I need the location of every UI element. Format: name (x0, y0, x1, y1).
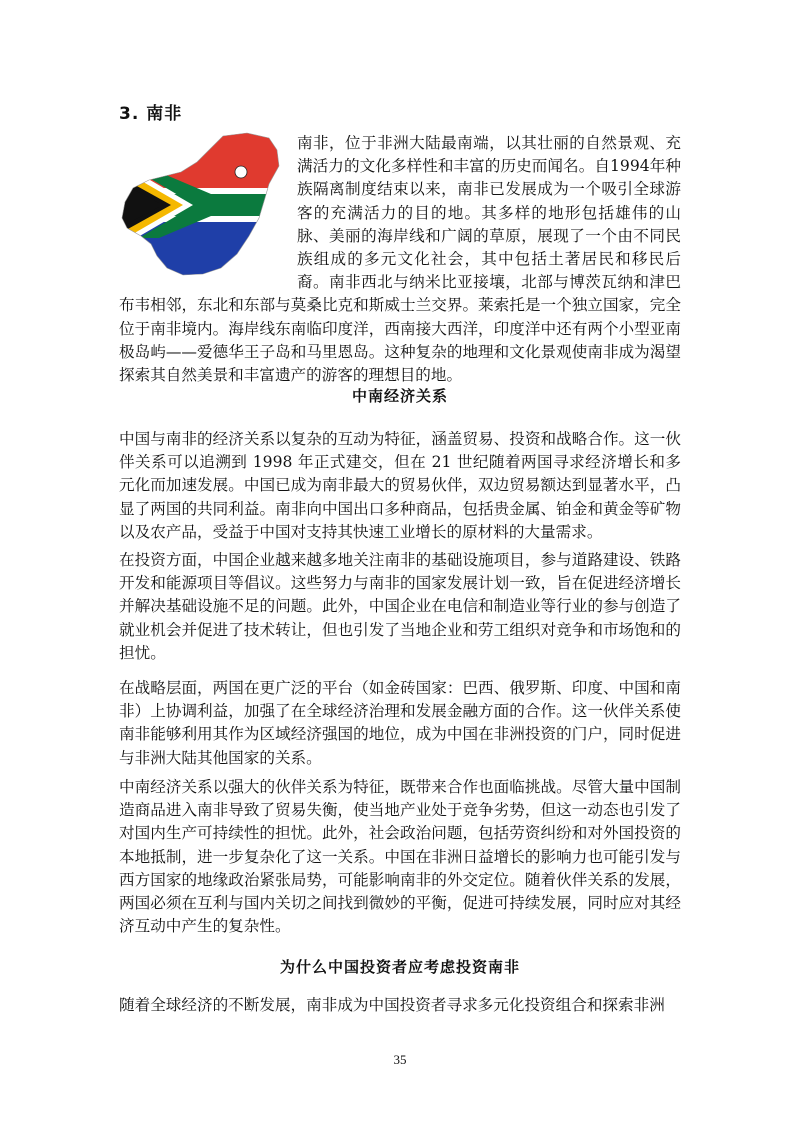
heading-economic-relations: 中南经济关系 (351, 387, 448, 405)
paragraph-why-invest: 随着全球经济的不断发展，南非成为中国投资者寻求多元化投资组合和探索非洲 (119, 996, 665, 1014)
paragraph-strategy: 在战略层面，两国在更广泛的平台（如金砖国家：巴西、俄罗斯、印度、中国和南非）上协调利益，加强了在全球经济治理和发展金融方面的合作。这一伙伴关系使南非能够利用其作为区域经济强国的地位，成为中国在非洲投资的门户，同时促进与非洲大陆其他国家的关系。 (119, 679, 681, 767)
paragraph-trade: 中国与南非的经济关系以复杂的互动为特征，涵盖贸易、投资和战略合作。这一伙伴关系可以追溯到 1998 年正式建交，但在 21 世纪随着两国寻求经济增长和多元化而加速发展。中国已成为南非最大的贸易伙伴，双边贸易额达到显著水平，凸显了两国的共同利益。南非向中国出口多种商品，包括贵金属、铂金和黄金等矿物以及农产品，受益于中国对支持其快速工业增长的原材料的大量需求。 (119, 430, 681, 541)
heading-why-invest: 为什么中国投资者应考虑投资南非 (279, 958, 520, 976)
paragraph-investment: 在投资方面，中国企业越来越多地关注南非的基础设施项目，参与道路建设、铁路开发和能源项目等倡议。这些努力与南非的国家发展计划一致，旨在促进经济增长并解决基础设施不足的问题。此外，中国企业在电信和制造业等行业的参与创造了就业机会并促进了技术转让，但也引发了当地企业和劳工组织对竞争和市场饱和的担忧。 (119, 551, 681, 662)
section-title: 3. 南非 (119, 104, 183, 124)
page-number: 35 (393, 1052, 407, 1067)
intro-paragraph (119, 132, 681, 387)
intro-text: 南非，位于非洲大陆最南端，以其壮丽的自然景观、充满活力的文化多样性和丰富的历史而闻名。自1994年种族隔离制度结束以来，南非已发展成为一个吸引全球游客的充满活力的目的地。其多样的地形包括雄伟的山脉、美丽的海岸线和广阔的草原，展现了一个由不同民族组成的多元文化社会，其中包括土著居民和移民后裔。南非西北与纳米比亚接壤，北部与博茨瓦纳和津巴布韦相邻，东北和东部与莫桑比克和斯威士兰交界。莱索托是一个独立国家，完全位于南非境内。海岸线东南临印度洋，西南接大西洋，印度洋中还有两个小型亚南极岛屿——爱德华王子岛和马里恩岛。这种复杂的地理和文化景观使南非成为渴望探索其自然美景和丰富遗产的游客的理想目的地。 (119, 134, 681, 385)
paragraph-challenges: 中南经济关系以强大的伙伴关系为特征，既带来合作也面临挑战。尽管大量中国制造商品进入南非导致了贸易失衡，使当地产业处于竞争劣势，但这一动态也引发了对国内生产可持续性的担忧。此外，社会政治问题，包括劳资纠纷和对外国投资的本地抵制，进一步复杂化了这一关系。中国在非洲日益增长的影响力也可能引发与西方国家的地缘政治紧张局势，可能影响南非的外交定位。随着伙伴关系的发展，两国必须在互利与国内关切之间找到微妙的平衡，促进可持续发展，同时应对其经济互动中产生的复杂性。 (119, 778, 681, 936)
south-africa-flag-map-image (119, 132, 291, 278)
